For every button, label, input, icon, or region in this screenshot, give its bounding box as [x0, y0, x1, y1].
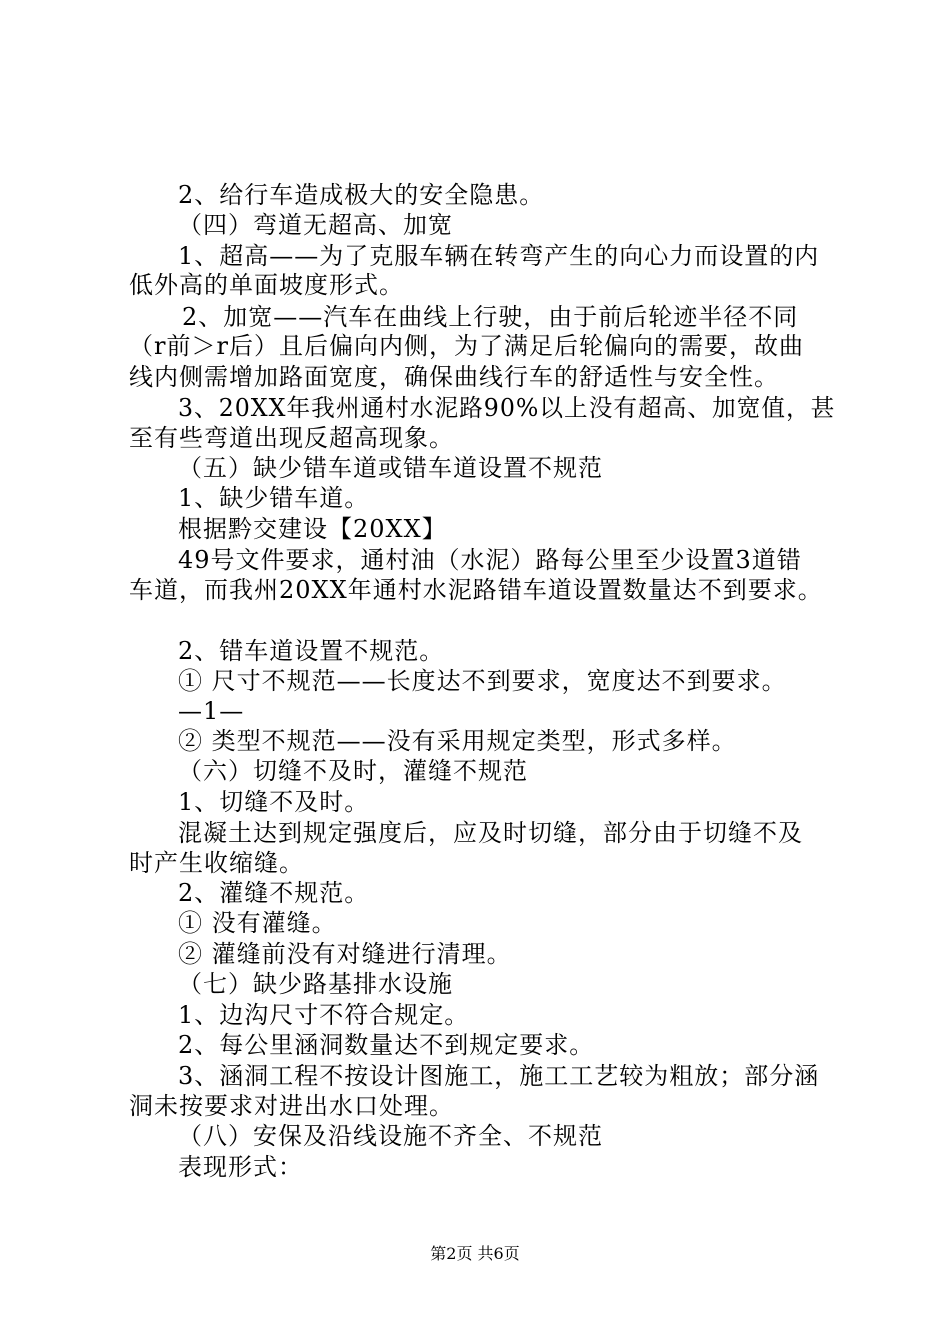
page-number-marker: —1—	[178, 697, 245, 725]
text-line: 根据黔交建设【20XX】	[178, 515, 447, 543]
text-line: 表现形式：	[178, 1153, 303, 1181]
text-line: 1、缺少错车道。	[178, 484, 370, 512]
text-line: 1、超高——为了克服车辆在转弯产生的向心力而设置的内	[178, 242, 820, 270]
text-line: ① 没有灌缝。	[178, 909, 337, 937]
text-line: 2、每公里涵洞数量达不到规定要求。	[178, 1031, 595, 1059]
section-heading: （四）弯道无超高、加宽	[178, 211, 453, 239]
text-line: 线内侧需增加路面宽度，确保曲线行车的舒适性与安全性。	[129, 363, 779, 391]
text-line: 低外高的单面坡度形式。	[129, 271, 404, 299]
text-line: 3、涵洞工程不按设计图施工，施工工艺较为粗放；部分涵	[178, 1062, 820, 1090]
text-line: 49号文件要求，通村油（水泥）路每公里至少设置3道错	[178, 546, 802, 574]
text-line: ① 尺寸不规范——长度达不到要求，宽度达不到要求。	[178, 667, 787, 695]
text-line: ② 灌缝前没有对缝进行清理。	[178, 940, 512, 968]
text-line: 3、20XX年我州通村水泥路90%以上没有超高、加宽值，甚	[178, 394, 836, 422]
text-line: 2、灌缝不规范。	[178, 879, 370, 907]
text-line: （r前＞r后）且后偏向内侧，为了满足后轮偏向的需要，故曲	[129, 332, 804, 360]
text-line: 时产生收缩缝。	[129, 849, 304, 877]
page-footer: 第2页 共6页	[430, 1244, 520, 1263]
text-line: 车道，而我州20XX年通村水泥路错车道设置数量达不到要求。	[129, 576, 823, 604]
text-line: 2、加宽——汽车在曲线上行驶，由于前后轮迹半径不同	[182, 303, 799, 331]
text-line: 1、边沟尺寸不符合规定。	[178, 1001, 470, 1029]
text-line: 洞未按要求对进出水口处理。	[129, 1092, 454, 1120]
text-line: 2、给行车造成极大的安全隐患。	[178, 181, 545, 209]
section-heading: （八）安保及沿线设施不齐全、不规范	[178, 1122, 603, 1150]
section-heading: （五）缺少错车道或错车道设置不规范	[178, 454, 603, 482]
text-line: 至有些弯道出现反超高现象。	[129, 424, 454, 452]
section-heading: （七）缺少路基排水设施	[178, 970, 453, 998]
section-heading: （六）切缝不及时，灌缝不规范	[178, 757, 528, 785]
text-line: 2、错车道设置不规范。	[178, 637, 445, 665]
text-line: 1、切缝不及时。	[178, 788, 370, 816]
text-line: ② 类型不规范——没有采用规定类型，形式多样。	[178, 727, 737, 755]
text-line: 混凝土达到规定强度后，应及时切缝，部分由于切缝不及	[178, 819, 803, 847]
